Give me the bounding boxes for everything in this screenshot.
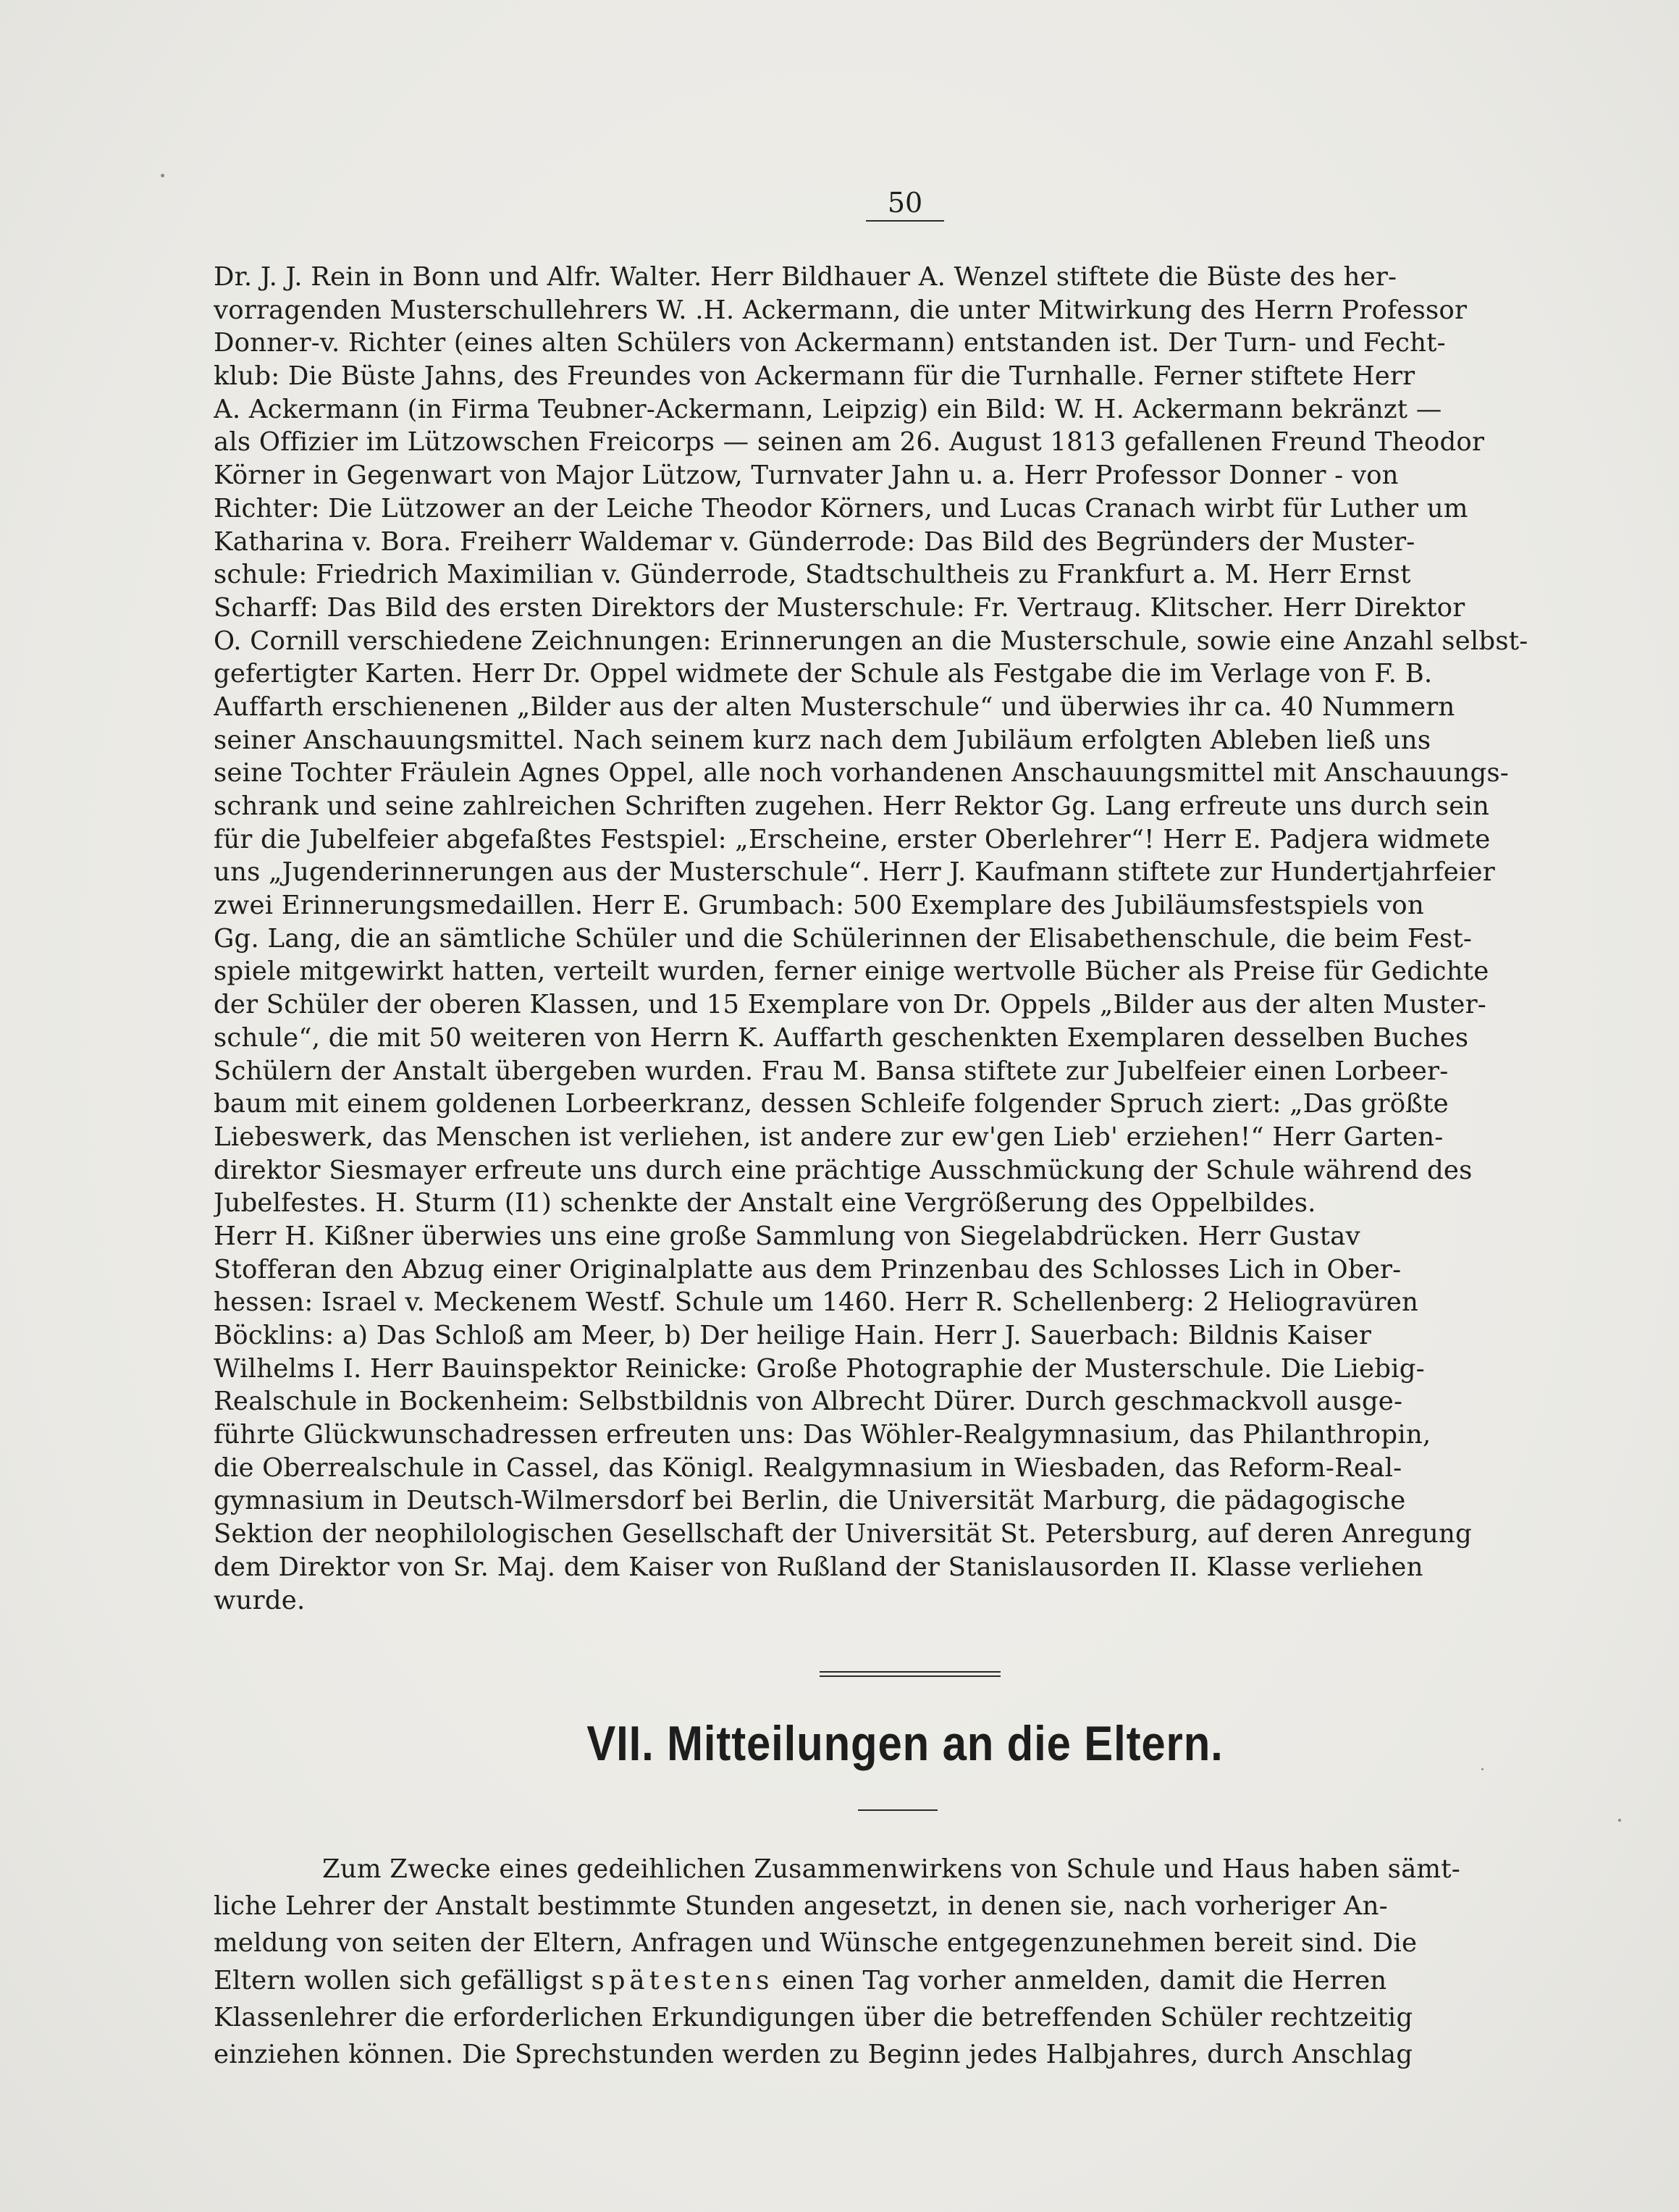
text-line: Scharff: Das Bild des ersten Direktors der Musterschule: Fr. Vertraug. Klitscher. Herr Direktor (214, 592, 1465, 623)
text-line: Gg. Lang, die an sämtliche Schüler und die Schülerinnen der Elisabethenschule, die beim Fest- (214, 923, 1473, 954)
text-line: schrank und seine zahlreichen Schriften zugehen. Herr Rektor Gg. Lang erfreute uns durch sein (214, 791, 1490, 821)
text-line: der Schüler der oberen Klassen, und 15 Exemplare von Dr. Oppels „Bilder aus der alten Muster- (214, 990, 1486, 1020)
paper-speck (1618, 1819, 1621, 1822)
emphasized-word: spätestens (591, 1965, 774, 1996)
heading-rule (858, 1809, 938, 1811)
text-line: schule: Friedrich Maximilian v. Günderrode, Stadtschultheis zu Frankfurt a. M. Herr Ernst (214, 560, 1411, 590)
text-line: Jubelfestes. H. Sturm (I1) schenkte der Anstalt eine Vergrößerung des Oppelbildes. (214, 1188, 1316, 1219)
text-line: wurde. (214, 1585, 306, 1615)
text-line: führte Glückwunschadressen erfreuten uns: Das Wöhler-Realgymnasium, das Philanthropin, (214, 1420, 1431, 1450)
text-line: einziehen können. Die Sprechstunden werden zu Beginn jedes Halbjahres, durch Anschlag (214, 2039, 1413, 2069)
text-line: als Offizier im Lützowschen Freicorps — seinen am 26. August 1813 gefallenen Freund Theodor (214, 427, 1485, 458)
text-line: dem Direktor von Sr. Maj. dem Kaiser von Rußland der Stanislausorden II. Klasse verliehen (214, 1552, 1423, 1582)
paper-speck (161, 174, 164, 177)
text-line: die Oberrealschule in Cassel, das Königl. Realgymnasium in Wiesbaden, das Reform-Real- (214, 1452, 1402, 1483)
text-line: klub: Die Büste Jahns, des Freundes von Ackermann für die Turnhalle. Ferner stiftete Herr (214, 361, 1415, 392)
page-number-rule (866, 220, 944, 222)
text-line: Katharina v. Bora. Freiherr Waldemar v. Günderrode: Das Bild des Begründers der Muster- (214, 526, 1415, 557)
text-line: Stofferan den Abzug einer Originalplatte aus dem Prinzenbau des Schlosses Lich in Ober- (214, 1254, 1402, 1284)
text-line: O. Cornill verschiedene Zeichnungen: Erinnerungen an die Musterschule, sowie eine Anzahl selbst- (214, 626, 1528, 656)
text-line: schule“, die mit 50 weiteren von Herrn K. Auffarth geschenkten Exemplaren desselben Buches (214, 1022, 1469, 1053)
text-line: liche Lehrer der Anstalt bestimmte Stunden angesetzt, in denen sie, nach vorheriger An- (214, 1891, 1388, 1922)
text-line: Schülern der Anstalt übergeben wurden. Frau M. Bansa stiftete zur Jubelfeier einen Lorbeer- (214, 1056, 1449, 1086)
text-fragment: Eltern wollen sich gefälligst (214, 1965, 592, 1996)
text-line: spiele mitgewirkt hatten, verteilt wurden, ferner einige wertvolle Bücher als Preise für Gedichte (214, 956, 1489, 987)
text-line: Wilhelms I. Herr Bauinspektor Reinicke: Große Photographie der Musterschule. Die Liebig- (214, 1353, 1425, 1384)
text-line: baum mit einem goldenen Lorbeerkranz, dessen Schleife folgender Spruch ziert: „Das größte (214, 1089, 1449, 1119)
text-line: gefertigter Karten. Herr Dr. Oppel widmete der Schule als Festgabe die im Verlage von F. B. (214, 659, 1433, 689)
text-line: gymnasium in Deutsch-Wilmersdorf bei Berlin, die Universität Marburg, die pädagogische (214, 1486, 1406, 1516)
text-fragment: einen Tag vorher anmelden, damit die Herren (773, 1965, 1387, 1996)
page-number: 50 (887, 187, 923, 219)
text-line: Dr. J. J. Rein in Bonn und Alfr. Walter. Herr Bildhauer A. Wenzel stiftete die Büste des her- (214, 262, 1397, 292)
text-line: Böcklins: a) Das Schloß am Meer, b) Der heilige Hain. Herr J. Sauerbach: Bildnis Kaiser (214, 1321, 1371, 1350)
text-line: Donner-v. Richter (eines alten Schülers von Ackermann) entstanden ist. Der Turn- und Fecht- (214, 328, 1446, 358)
text-line: Zum Zwecke eines gedeihlichen Zusammenwirkens von Schule und Haus haben sämt- (322, 1854, 1460, 1884)
donations-paragraph (214, 261, 1593, 1617)
text-line: Körner in Gegenwart von Major Lützow, Turnvater Jahn u. a. Herr Professor Donner - von (214, 461, 1399, 491)
text-line: Klassenlehrer die erforderlichen Erkundigungen über die betreffenden Schüler rechtzeitig (214, 2002, 1413, 2032)
text-line (214, 1962, 1593, 1999)
text-line: meldung von seiten der Eltern, Anfragen und Wünsche entgegenzunehmen bereit sind. Die (214, 1928, 1418, 1959)
section-divider (820, 1671, 1001, 1677)
paper-speck (1481, 1768, 1484, 1770)
text-line: vorragenden Musterschullehrers W. .H. Ackermann, die unter Mitwirkung des Herrn Professor (214, 295, 1468, 325)
text-line: Realschule in Bockenheim: Selbstbildnis von Albrecht Dürer. Durch geschmackvoll ausge- (214, 1387, 1403, 1417)
parents-notice-paragraph (214, 1851, 1593, 2073)
text-line: A. Ackermann (in Firma Teubner-Ackermann, Leipzig) ein Bild: W. H. Ackermann bekränzt — (214, 394, 1442, 424)
text-line: hessen: Israel v. Meckenem Westf. Schule um 1460. Herr R. Schellenberg: 2 Heliogravüren (214, 1287, 1419, 1318)
text-line: Herr H. Kißner überwies uns eine große Sammlung von Siegelabdrücken. Herr Gustav (214, 1221, 1360, 1251)
text-line: Liebeswerk, das Menschen ist verliehen, ist andere zur ew'gen Lieb' erziehen!“ Herr Garten- (214, 1122, 1444, 1152)
text-line: Richter: Die Lützower an der Leiche Theodor Körners, und Lucas Cranach wirbt für Luther um (214, 493, 1468, 523)
text-line: Sektion der neophilologischen Gesellschaft der Universität St. Petersburg, auf deren Anregung (214, 1519, 1472, 1549)
text-line: seiner Anschauungsmittel. Nach seinem kurz nach dem Jubiläum erfolgten Ableben ließ uns (214, 725, 1431, 755)
text-line: zwei Erinnerungsmedaillen. Herr E. Grumbach: 500 Exemplare des Jubiläumsfestspiels von (214, 891, 1424, 921)
text-line: für die Jubelfeier abgefaßtes Festspiel: „Erscheine, erster Oberlehrer“! Herr E. Padjera widmete (214, 824, 1491, 854)
section-heading: VII. Mitteilungen an die Eltern. (586, 1716, 1224, 1771)
text-line: seine Tochter Fräulein Agnes Oppel, alle noch vorhandenen Anschauungsmittel mit Anschauungs- (214, 758, 1509, 789)
text-line: direktor Siesmayer erfreute uns durch eine prächtige Ausschmückung der Schule während des (214, 1155, 1473, 1185)
text-line: uns „Jugenderinnerungen aus der Musterschule“. Herr J. Kaufmann stiftete zur Hundertjahrfeier (214, 857, 1495, 888)
text-line: Auffarth erschienenen „Bilder aus der alten Musterschule“ und überwies ihr ca. 40 Nummern (214, 691, 1455, 722)
